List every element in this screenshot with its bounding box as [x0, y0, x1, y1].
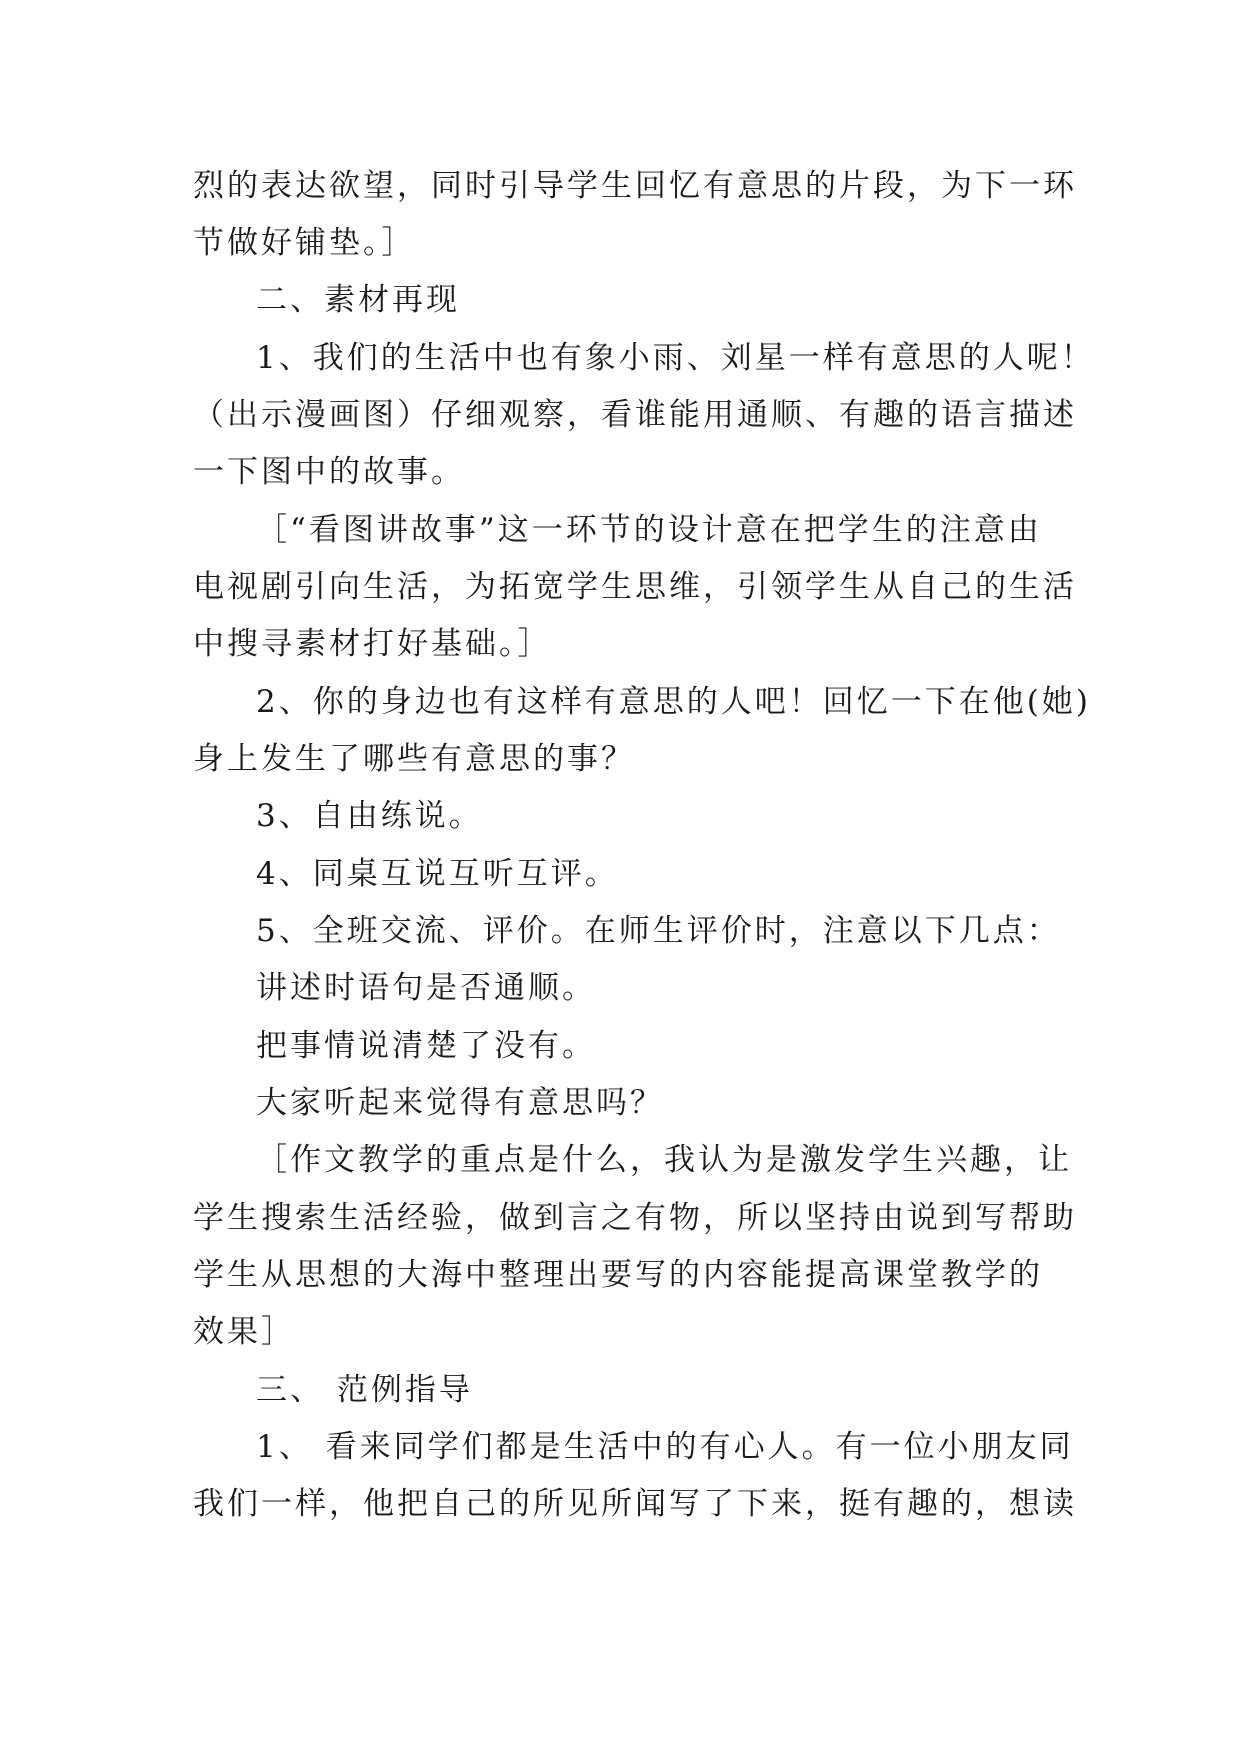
text-line: 1、 看来同学们都是生活中的有心人。有一位小朋友同 [256, 1429, 1074, 1465]
text-line: 烈的表达欲望，同时引导学生回忆有意思的片段，为下一环 [193, 168, 1077, 204]
text-line: 3、自由练说。 [256, 798, 483, 834]
text-line: 我们一样，他把自己的所见所闻写了下来，挺有趣的，想读 [193, 1486, 1077, 1522]
section-heading: 二、素材再现 [256, 282, 460, 318]
text-line: ［“看图讲故事”这一环节的设计意在把学生的注意由 [256, 512, 1042, 548]
text-line: 讲述时语句是否通顺。 [256, 970, 596, 1006]
text-line: 中搜寻素材打好基础。］ [193, 626, 552, 662]
text-line: （出示漫画图）仔细观察，看谁能用通顺、有趣的语言描述 [193, 397, 1077, 433]
section-heading: 三、 范例指导 [256, 1372, 473, 1408]
text-line: 2、你的身边也有这样有意思的人吧！回忆一下在他(她) [256, 684, 1091, 720]
text-line: 电视剧引向生活，为拓宽学生思维，引领学生从自己的生活 [193, 569, 1077, 605]
text-line: 1、我们的生活中也有象小雨、刘星一样有意思的人呢！ [256, 340, 1095, 376]
text-line: 学生搜索生活经验，做到言之有物，所以坚持由说到写帮助 [193, 1200, 1077, 1236]
text-line: 一下图中的故事。 [193, 454, 465, 490]
text-line: 学生从思想的大海中整理出要写的内容能提高课堂教学的 [193, 1257, 1043, 1293]
text-line: 效果］ [193, 1314, 295, 1350]
text-line: ［作文教学的重点是什么，我认为是激发学生兴趣，让 [256, 1142, 1072, 1178]
text-line: 节做好铺垫。］ [193, 225, 416, 261]
text-line: 身上发生了哪些有意思的事？ [193, 741, 635, 777]
text-line: 大家听起来觉得有意思吗？ [256, 1085, 664, 1121]
text-line: 把事情说清楚了没有。 [256, 1028, 596, 1064]
text-line: 4、同桌互说互听互评。 [256, 856, 619, 892]
text-line: 5、全班交流、评价。在师生评价时，注意以下几点： [256, 913, 1061, 949]
